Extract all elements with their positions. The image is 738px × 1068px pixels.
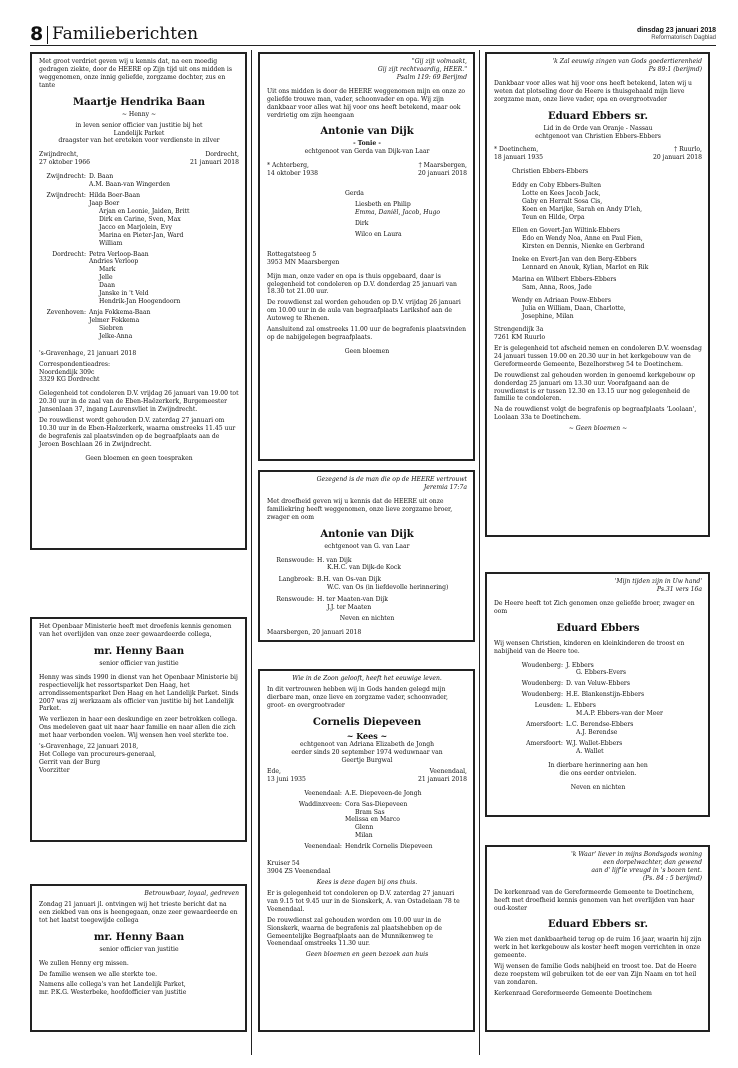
notice-intro: In dit vertrouwen hebben wij in Gods handen gelegd mijn dierbare man, onze lieve en zorgzame vader, schoonvader, groot- en overgrootvader (267, 685, 448, 709)
family-member: Mark (99, 266, 116, 274)
family-place: Veenendaal: (304, 789, 342, 797)
deceased-nickname: - Tonie - (353, 140, 381, 148)
paragraph: Aansluitend zal omstreeks 11.00 uur de begrafenis plaatsvinden op de nabijgelegen begraafplaats. (267, 326, 467, 342)
address-line: 7261 KM Ruurlo (494, 333, 546, 341)
signature-line: Gerrit van der Burg (39, 758, 101, 766)
paragraph: Wij wensen de familie Gods nabijheid en troost toe. Dat de Heere deze roepstem wil gebruiken tot de eer van Zijn Naam en tot heil van zondaren. (494, 963, 697, 987)
family-row (267, 557, 467, 573)
family-member: Arjan en Leonie, Jaiden, Britt (99, 207, 190, 215)
deceased-name: Antonie van Dijk (320, 528, 414, 540)
column-rule-right (479, 50, 480, 1055)
family-member: D. Baan (89, 173, 114, 181)
birth-date: 14 oktober 1938 (267, 170, 319, 178)
paragraph: Henny was sinds 1990 in dienst van het Openbaar Ministerie bij respectievelijk het ressortsparket Den Haag, het arrondissementsparket Den Haag en het Landelijk Parket. Sinds 2007 was zij werkzaam als officier van justitie bij het Landelijk Parket. (39, 673, 239, 713)
widow-line: Christien Ebbers-Ebbers (512, 168, 589, 176)
family-names (345, 790, 467, 798)
correspondence-street: Noordendijk 309c (39, 368, 95, 376)
family-place (39, 208, 89, 248)
paragraph: Er is gelegenheid tot afscheid nemen en condoleren D.V. woensdag 24 januari tussen 19.00 en 20.30 uur in het kerkgebouw van de Gereformeerde Gemeente, Bezelhorstweg 54 te Doetinchem. (494, 344, 702, 368)
family-group (512, 297, 702, 321)
widower-line: Geertje Burgwal (341, 756, 393, 764)
family-member: Andries Verloop (89, 258, 139, 266)
family-row (267, 596, 467, 612)
death-date: 21 januari 2018 (189, 159, 239, 167)
family-names (345, 843, 467, 851)
family-place: Zwijndrecht: (46, 192, 86, 200)
notice-cornelis (258, 669, 475, 1032)
notice-om (30, 617, 247, 842)
family-member: Josephine, Milan (522, 313, 574, 321)
family-list (39, 173, 239, 343)
family-names (345, 816, 467, 840)
deceased-role: senior officier van justitie (99, 659, 179, 667)
family-place: Leusden: (534, 702, 563, 710)
birth-death-places (267, 162, 467, 170)
death-place: Dordrecht, (205, 151, 239, 159)
family-names (566, 662, 702, 678)
place-date: 's-Gravenhage, 21 januari 2018 (39, 349, 137, 357)
paragraph: Er is gelegenheid tot condoleren op D.V. zaterdag 27 januari van 9.15 tot 9.45 uur in de Sionskerk, A. van Ostadelaan 78 te Veenendaal. (267, 889, 460, 913)
family-member: Petra Verloop-Baan (89, 250, 149, 258)
header-paper: Reformatorisch Dagblad (651, 35, 716, 41)
deceased-name: mr. Henny Baan (93, 645, 185, 657)
closing-note: Geen bloemen en geen bezoek aan huis (305, 951, 429, 959)
notice-ebbers-family (485, 52, 710, 537)
family-group (512, 182, 702, 222)
family-place: Zevenhoven: (46, 308, 86, 316)
notice-antonie-siblings (258, 470, 475, 642)
family-member: W.C. van Os (in liefdevolle herinnering) (327, 584, 449, 592)
family-member: H.E. Blankenstijn-Ebbers (566, 691, 645, 699)
family-member: A.E. Diepeveen-de Jongh (345, 789, 422, 797)
birth-death-places (494, 146, 702, 154)
family-names (566, 680, 702, 688)
birth-death-dates (267, 170, 467, 178)
family-member: Edo en Wendy Noa, Anne en Paul Fien, (522, 234, 643, 242)
family-group (512, 227, 702, 251)
spouse-line: echtgenoot van G. van Laar (324, 542, 410, 550)
paragraph: Na de rouwdienst volgt de begrafenis op begraafplaats 'Loolaan', Loolaan 33a te Doetinchem. (494, 406, 697, 422)
birth-death-places (39, 151, 239, 159)
family-member: Hilda Boer-Baan (89, 192, 141, 200)
birth-date: 27 oktober 1966 (39, 159, 91, 167)
family-row (39, 208, 239, 248)
quote: 'Mijn tijden zijn in Uw hand' (614, 578, 702, 585)
family-place (39, 325, 89, 341)
family-member: Eddy en Coby Ebbers-Bulten (512, 182, 601, 190)
family-member: Emma, Daniël, Jacob, Hugo (355, 208, 441, 216)
death-place: Veenendaal, (429, 767, 467, 775)
family-group (512, 276, 702, 292)
family-place: Dordrecht: (52, 250, 86, 258)
deceased-role: senior officier van justitie (99, 945, 179, 953)
family-groups (494, 182, 702, 321)
header-divider (47, 26, 48, 44)
deceased-name: Cornelis Diepeveen (312, 716, 422, 728)
family-place: Woudenberg: (521, 691, 563, 699)
birth-date: 13 juni 1935 (267, 775, 306, 783)
family-row (267, 801, 467, 817)
family-member: J. Ebbers (566, 661, 594, 669)
birth-place: Zwijndrecht, (39, 151, 79, 159)
closing-note: Geen bloemen en geen toespraken (85, 454, 193, 462)
notice-landelijk-parket (30, 884, 247, 1032)
family-place: Renswoude: (276, 596, 314, 604)
quote-reference: Ps.31 vers 16a (656, 585, 702, 593)
quote-line: "Gij zijt volmaakt, (411, 58, 467, 65)
nephews-line: Neven en nichten (339, 615, 395, 623)
family-member: Lennard en Anouk, Kylian, Marlot en Rik (522, 263, 649, 271)
notice-antonie-family (258, 52, 475, 461)
family-member: B.H. van Os-van Dijk (317, 576, 382, 584)
role-line: Lid in de Orde van Oranje - Nassau (543, 124, 653, 132)
family-member: D. van Veluw-Ebbers (566, 680, 630, 688)
deceased-note: Kees is deze dagen bij ons thuis. (316, 878, 418, 886)
deceased-name: Antonie van Dijk (320, 126, 414, 138)
signature-line: Kerkenraad Gereformeerde Gemeente Doetinchem (494, 989, 652, 997)
quote-line: een dorpelwachter, dan gewend (603, 858, 702, 866)
quote-reference: Jeremia 17:7a (423, 483, 467, 491)
family-member: Jacco en Marjolein, Evy (99, 223, 172, 231)
deceased-name: Maartje Hendrika Baan (72, 96, 206, 108)
quote-line: aan d' lijf'le vreugd in 's bozen tent. (591, 866, 702, 874)
family-names (89, 192, 239, 208)
family-member: William (99, 239, 123, 247)
notice-baan-family (30, 52, 247, 550)
quote-reference: Ps 89:1 (berijmd) (648, 65, 702, 73)
family-list (267, 557, 467, 616)
family-row (267, 816, 467, 840)
notice-intro: Uit ons midden is door de HEERE weggenomen mijn en onze zo geliefde trouwe man, vader, schoonvader en opa. Wij zijn dankbaar voor alles wat hij voor ons heeft betekend, maar ook verdrietig om zijn heengaan (267, 87, 466, 119)
family-names (89, 251, 239, 267)
notice-intro: Het Openbaar Ministerie heeft met droefenis kennis genomen van het overlijden van onze zeer gewaardeerde collega, (39, 623, 232, 638)
family-member: K.H.C. van Dijk-de Kock (327, 564, 401, 572)
family-member: Ellen en Govert-Jan Wiltink-Ebbers (512, 226, 621, 234)
family-names (89, 173, 239, 189)
paragraph: De rouwdienst zal gehouden worden om 10.00 uur in de Sionskerk, waarna de begrafenis zal plaatshebben op de Gemeentelijke Begraafplaats aan de Munnikenweg te Veenendaal omstreeks 11.30 uur. (267, 916, 442, 948)
memory-line: In dierbare herinnering aan hen (548, 761, 648, 769)
family-row (39, 266, 239, 306)
role-line: Landelijk Parket (113, 129, 165, 137)
correspondence-label: Correspondentieadres: (39, 360, 111, 368)
family-member: Ineke en Evert-Jan van den Berg-Ebbers (512, 255, 637, 263)
notice-intro: Dankbaar voor alles wat hij voor ons heeft betekend, laten wij u weten dat plotseling door de Heere is thuisgehaald mijn lieve zorgzame man, onze lieve vader, opa en overgrootvader (494, 79, 692, 103)
spouse-line: echtgenoot van Adriana Elizabeth de Jongh (299, 741, 435, 749)
family-place: Langbroek: (278, 576, 314, 584)
quote-line: Gij zijt rechtvaardig, HEER." (377, 65, 467, 73)
family-names (566, 721, 702, 737)
address-line: Strengendijk 3a (494, 326, 544, 334)
role-line: draagster van het ereteken voor verdienste in zilver (58, 137, 220, 145)
family-names (317, 557, 467, 573)
family-member: L. Ebbers (566, 702, 596, 710)
death-place: † Ruurlo, (674, 146, 702, 154)
quote: 'k Zal eeuwig zingen van Gods goedertierenheid (552, 58, 702, 65)
family-member: Wendy en Adriaan Pouw-Ebbers (512, 297, 611, 305)
family-place: Woudenberg: (521, 680, 563, 688)
family-names (566, 702, 702, 718)
address-line: 3904 ZS Veenendaal (267, 868, 331, 876)
paragraph: De rouwdienst zal worden gehouden op D.V. vrijdag 26 januari om 10.00 uur in de aula van begraafplaats Larikshof aan de Autoweg te Rhenen. (267, 299, 461, 323)
family-row (267, 576, 467, 592)
page-number: 8 (30, 23, 44, 45)
family-names (89, 208, 239, 248)
family-member: Gaby en Herralt Sosa Cis, (522, 198, 603, 206)
family-row (39, 309, 239, 325)
quote-reference: (Ps. 84 : 5 berijmd) (642, 874, 702, 882)
paragraph: Wij wensen Christien, kinderen en kleinkinderen de troost en nabijheid van de Heere toe. (494, 639, 685, 655)
notice-ebbers-siblings (485, 572, 710, 817)
family-member: A.J. Berendse (576, 728, 618, 736)
family-member: Jelke-Anna (99, 332, 133, 340)
family-names (89, 309, 239, 325)
memory-line: die ons eerder ontvielen. (559, 769, 637, 777)
family-member: Melissa en Marco (345, 816, 400, 824)
address-line: 3953 MN Maarsbergen (267, 258, 340, 266)
quote-reference: Psalm 119: 69 Berijmd (396, 73, 467, 81)
family-member: Jelle (99, 274, 113, 282)
family-place: Veenendaal: (304, 843, 342, 851)
notice-intro: Zondag 21 januari jl. ontvingen wij het trieste bericht dat na een ziekbed van ons is heengegaan, onze zeer gewaardeerde en tot het laatst toegewijde collega (39, 900, 238, 924)
family-member: Marina en Pieter-Jan, Ward (99, 231, 184, 239)
family-member: Marina en Wilbert Ebbers-Ebbers (512, 276, 617, 284)
family-member: Jaap Boer (89, 199, 120, 207)
family-row (494, 662, 702, 678)
death-date: 20 januari 2018 (417, 170, 467, 178)
family-place: Zwijndrecht: (46, 173, 86, 181)
family-member: Cora Sas-Diepeveen (345, 800, 408, 808)
family-member: G. Ebbers-Evers (576, 669, 627, 677)
family-row (39, 251, 239, 267)
family-member: Dirk (355, 219, 369, 227)
address-line: Rottegatsteeg 5 (267, 250, 317, 258)
notice-intro: De kerkenraad van de Gereformeerde Gemeente te Doetinchem, heeft met droefheid kennis genomen van het overlijden van haar oud-koster (494, 888, 695, 912)
deceased-nickname: ~ Henny ~ (121, 110, 157, 118)
signature-line: mr. P.K.G. Westerbeke, hoofdofficier van justitie (39, 989, 187, 997)
quote-line: 'k Waar' liever in mijns Bondsgods woning (571, 851, 702, 858)
deceased-name: Eduard Ebbers (556, 622, 640, 634)
family-names (89, 266, 239, 306)
family-member: Jelmer Fokkema (89, 316, 140, 324)
notice-intro: De Heere heeft tot Zich genomen onze geliefde broer, zwager en oom (494, 599, 695, 615)
correspondence-city: 3329 KG Dordrecht (39, 376, 100, 384)
signature-line: Namens alle collega's van het Landelijk Parket, (39, 981, 186, 989)
death-place: † Maarsbergen, (418, 162, 467, 170)
family-row (39, 325, 239, 341)
family-names (566, 740, 702, 756)
family-member: Wilco en Laura (355, 230, 402, 238)
family-member: Sam, Anna, Roos, Jade (522, 284, 592, 292)
service-text: De rouwdienst wordt gehouden D.V. zaterdag 27 januari om 10.30 uur in de Eben-Haëzerkerk, waarna omstreeks 11.45 uur de begrafenis zal plaatsvinden op de begraafplaats aan de Jeroen Boschlaan 26 in Zwijndrecht. (39, 417, 236, 448)
family-place: Woudenberg: (521, 661, 563, 669)
family-member: Glenn (355, 824, 374, 832)
closing-note: Geen bloemen (344, 347, 390, 355)
deceased-name: Eduard Ebbers sr. (548, 110, 648, 122)
signature-line: 's-Gravenhage, 22 januari 2018, (39, 743, 139, 751)
family-member: Teun en Hilde, Orpa (522, 213, 585, 221)
family-names (89, 325, 239, 341)
family-names (317, 576, 467, 592)
family-row (39, 173, 239, 189)
family-member: M.A.P. Ebbers-van der Meer (576, 710, 663, 718)
closing-note: ~ Geen bloemen ~ (568, 425, 628, 433)
family-member: Milan (355, 832, 373, 840)
family-names (345, 801, 467, 817)
family-list (267, 190, 467, 239)
family-member: Gerda (345, 190, 364, 198)
birth-death-dates (39, 159, 239, 167)
death-date: 20 januari 2018 (652, 154, 702, 162)
family-row (494, 702, 702, 718)
family-names (566, 691, 702, 699)
birth-place: * Doetinchem, (494, 146, 539, 154)
family-row (39, 192, 239, 208)
deceased-name: mr. Henny Baan (93, 931, 185, 943)
family-row (494, 691, 702, 699)
notice-ebbers-church (485, 845, 710, 1032)
family-member: L.C. Berendse-Ebbers (566, 721, 634, 729)
family-place: Renswoude: (276, 556, 314, 564)
paragraph: Mijn man, onze vader en opa is thuis opgebaard, daar is gelegenheid tot condoleren op D.V. donderdag 25 januari van 18.30 tot 21.00 uur. (267, 272, 457, 296)
paragraph: We verliezen in haar een deskundige en zeer betrokken collega. Ons medeleven gaat uit naar haar familie en naar allen die zich met haar verbonden voelen. Wij wensen hen veel sterkte toe. (39, 716, 238, 740)
family-place: Amersfoort: (526, 739, 563, 747)
family-row (267, 790, 467, 798)
family-row (494, 740, 702, 756)
section-title: Familieberichten (52, 24, 199, 44)
family-member: Koen en Marijke, Sarah en Andy D'leh, (522, 205, 643, 213)
family-member: H. van Dijk (317, 556, 352, 564)
family-place: Amersfoort: (526, 721, 563, 729)
family-member: A. Wallet (576, 747, 604, 755)
signature-line: Voorzitter (39, 766, 70, 774)
family-row (267, 843, 467, 851)
family-member: J.J. ter Maaten (327, 604, 372, 612)
birth-date: 18 januari 1935 (494, 154, 544, 162)
family-member: A.M. Baan-van Wingerden (89, 181, 170, 189)
family-member: H. ter Maaten-van Dijk (317, 596, 388, 604)
family-member: Dirk en Carine, Sven, Max (99, 215, 181, 223)
family-member: W.J. Wallet-Ebbers (566, 739, 623, 747)
family-member: Hendrik-Jan Hoogendoorn (99, 298, 181, 306)
paragraph: We zullen Henny erg missen. (39, 959, 129, 967)
condolence-text: Gelegenheid tot condoleren D.V. vrijdag 26 januari van 19.00 tot 20.30 uur in de zaal van de Eben-Haëzerkerk, Burgemeester Jansenlaan 37, ingang Laurensvliet in Zwijndrecht. (39, 390, 239, 414)
birth-death-places (267, 768, 467, 776)
birth-place: Ede, (267, 767, 281, 775)
spouse-line: echtgenoot van Gerda van Dijk-van Laar (304, 148, 430, 156)
page-header (30, 24, 716, 46)
deceased-nickname: ~ Kees ~ (346, 730, 388, 741)
family-member: Siebren (99, 324, 124, 332)
paragraph: We zien met dankbaarheid terug op de ruim 16 jaar, waarin hij zijn werk in het kerkgebouw als koster heeft mogen verrichten in onze gemeente. (494, 936, 702, 960)
family-group (512, 256, 702, 272)
family-member: Janske in 't Veld (99, 290, 149, 298)
role-line: in leven senior officier van justitie bij het (75, 121, 203, 129)
family-member: Liesbeth en Philip (355, 201, 411, 209)
notice-intro: Met droefheid geven wij u kennis dat de HEERE uit onze familiekring heeft weggenomen, onze lieve zorgzame broer, zwager en oom (267, 497, 453, 521)
quote: Betrouwbaar, loyaal, gedreven (144, 890, 239, 897)
paragraph: De familie wensen we alle sterkte toe. (39, 970, 158, 978)
column-rule-left (251, 50, 252, 1055)
notice-intro: Met groot verdriet geven wij u kennis dat, na een moedig gedragen ziekte, door de HEERE op Zijn tijd uit ons midden is weggenomen, onze innig geliefde, zorgzame dochter, zus en tante (39, 58, 232, 89)
spouse-line: echtgenoot van Christien Ebbers-Ebbers (535, 132, 661, 140)
family-place: Waddinxveen: (298, 800, 342, 808)
place-date: Maarsbergen, 20 januari 2018 (267, 628, 362, 636)
family-member: Hendrik Cornelis Diepeveen (345, 843, 433, 851)
family-member: Bram Sas (355, 808, 385, 816)
deceased-name: Eduard Ebbers sr. (548, 919, 648, 931)
family-row (494, 680, 702, 688)
family-list (267, 790, 467, 854)
family-list (494, 662, 702, 759)
birth-death-dates (267, 776, 467, 784)
address-line: Kruiser 54 (267, 860, 300, 868)
family-names (317, 596, 467, 612)
death-date: 21 januari 2018 (417, 775, 467, 783)
quote: Gezegend is de man die op de HEERE vertrouwt (316, 476, 467, 483)
family-place (267, 816, 345, 840)
family-member: Julia en William, Daan, Charlotte, (522, 305, 626, 313)
birth-death-dates (494, 154, 702, 162)
family-place (39, 266, 89, 306)
header-date: dinsdag 23 januari 2018 (637, 27, 716, 34)
paragraph: De rouwdienst zal gehouden worden in genoemd kerkgebouw op donderdag 25 januari om 13.30 uur. Voorafgaand aan de rouwdienst is er tussen 12.30 en 13.15 uur nog gelegenheid de familie te condoleren. (494, 371, 696, 403)
family-member: Kirsten en Dennis, Nienke en Gerbrand (522, 242, 645, 250)
birth-place: * Achterberg, (267, 162, 309, 170)
widower-line: eerder sinds 20 september 1974 weduwnaar van (291, 749, 443, 756)
nephews-line: Neven en nichten (570, 783, 626, 791)
family-member: Anja Fokkema-Baan (89, 308, 151, 316)
family-member: Lotte en Kees Jacob Jack, (522, 190, 601, 198)
quote: Wie in de Zoon gelooft, heeft het eeuwige leven. (292, 675, 442, 682)
signature-line: Het College van procureurs-generaal, (39, 751, 156, 759)
family-row (494, 721, 702, 737)
family-member: Daan (99, 282, 116, 290)
